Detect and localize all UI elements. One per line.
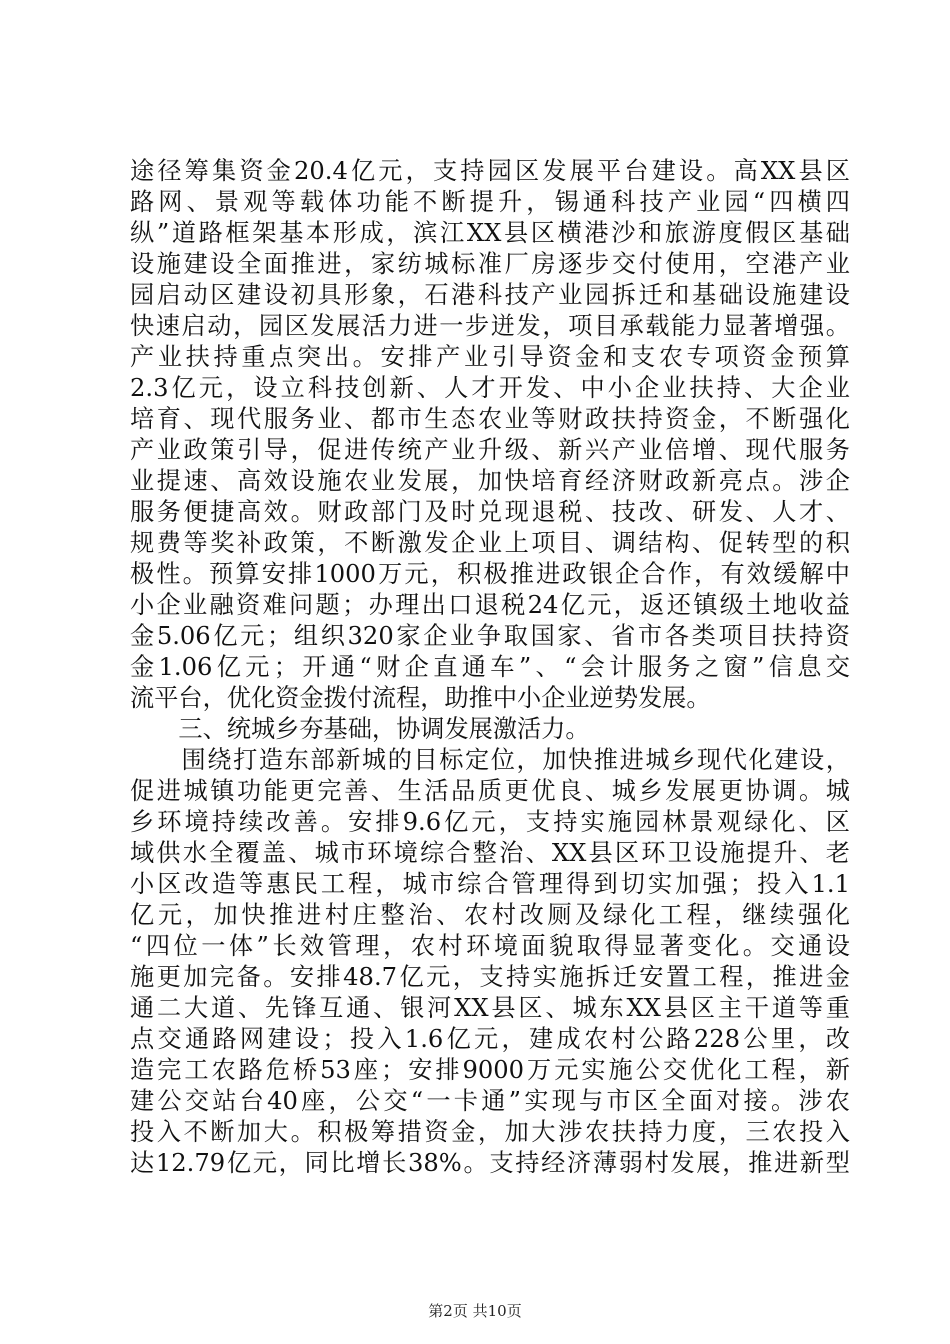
text-line: 纵”道路框架基本形成，滨江XX县区横港沙和旅游度假区基础 [130, 219, 850, 247]
text-line: 乡环境持续改善。安排9.6亿元，支持实施园林景观绿化、区 [130, 808, 850, 836]
text-line: 培育、现代服务业、都市生态农业等财政扶持资金，不断强化 [130, 405, 850, 433]
text-line: 设施建设全面推进，家纺城标准厂房逐步交付使用，空港产业 [130, 250, 850, 278]
text-line: 域供水全覆盖、城市环境综合整治、XX县区环卫设施提升、老 [130, 839, 850, 867]
text-line: 小区改造等惠民工程，城市综合管理得到切实加强；投入1.1 [130, 870, 850, 898]
text-line: 亿元，加快推进村庄整治、农村改厕及绿化工程，继续强化 [130, 901, 850, 929]
text-line: 流平台，优化资金拨付流程，助推中小企业逆势发展。 [130, 684, 711, 712]
text-line: 规费等奖补政策，不断激发企业上项目、调结构、促转型的积 [130, 529, 850, 557]
text-line: 极性。预算安排1000万元，积极推进政银企合作，有效缓解中 [130, 560, 850, 588]
text-line: 路网、景观等载体功能不断提升，锡通科技产业园“四横四 [130, 188, 850, 216]
text-line: 金5.06亿元；组织320家企业争取国家、省市各类项目扶持资 [130, 622, 850, 650]
text-line: 投入不断加大。积极筹措资金，加大涉农扶持力度，三农投入 [130, 1118, 850, 1146]
text-line: 服务便捷高效。财政部门及时兑现退税、技改、研发、人才、 [130, 498, 850, 526]
text-line: 快速启动，园区发展活力进一步迸发，项目承载能力显著增强。 [130, 312, 850, 340]
text-line: 施更加完备。安排48.7亿元，支持实施拆迁安置工程，推进金 [130, 963, 850, 991]
page-footer [0, 1300, 950, 1321]
text-line: 途径筹集资金20.4亿元，支持园区发展平台建设。高XX县区 [130, 157, 850, 185]
text-line: 建公交站台40座，公交“一卡通”实现与市区全面对接。涉农 [130, 1087, 850, 1115]
text-line: 造完工农路危桥53座；安排9000万元实施公交优化工程，新 [130, 1056, 850, 1084]
text-line: 2.3亿元，设立科技创新、人才开发、中小企业扶持、大企业 [130, 374, 850, 402]
text-line: 通二大道、先锋互通、银河XX县区、城东XX县区主干道等重 [130, 994, 850, 1022]
page-number: 第2页 共10页 [428, 1302, 522, 1320]
section-heading: 三、统城乡夯基础，协调发展激活力。 [130, 715, 590, 743]
text-line: 园启动区建设初具形象，石港科技产业园拆迁和基础设施建设 [130, 281, 850, 309]
text-line: 促进城镇功能更完善、生活品质更优良、城乡发展更协调。城 [130, 777, 850, 805]
text-line: 金1.06亿元；开通“财企直通车”、“会计服务之窗”信息交 [130, 653, 850, 681]
text-line: 围绕打造东部新城的目标定位，加快推进城乡现代化建设， [130, 746, 850, 774]
body-text [130, 156, 850, 1179]
text-line: 产业政策引导，促进传统产业升级、新兴产业倍增、现代服务 [130, 436, 850, 464]
text-line: 达12.79亿元，同比增长38%。支持经济薄弱村发展，推进新型 [130, 1149, 850, 1177]
text-line: 产业扶持重点突出。安排产业引导资金和支农专项资金预算 [130, 343, 850, 371]
text-line: 业提速、高效设施农业发展，加快培育经济财政新亮点。涉企 [130, 467, 850, 495]
text-line: 小企业融资难问题；办理出口退税24亿元，返还镇级土地收益 [130, 591, 850, 619]
text-line: “四位一体”长效管理，农村环境面貌取得显著变化。交通设 [130, 932, 850, 960]
text-line: 点交通路网建设；投入1.6亿元，建成农村公路228公里，改 [130, 1025, 850, 1053]
